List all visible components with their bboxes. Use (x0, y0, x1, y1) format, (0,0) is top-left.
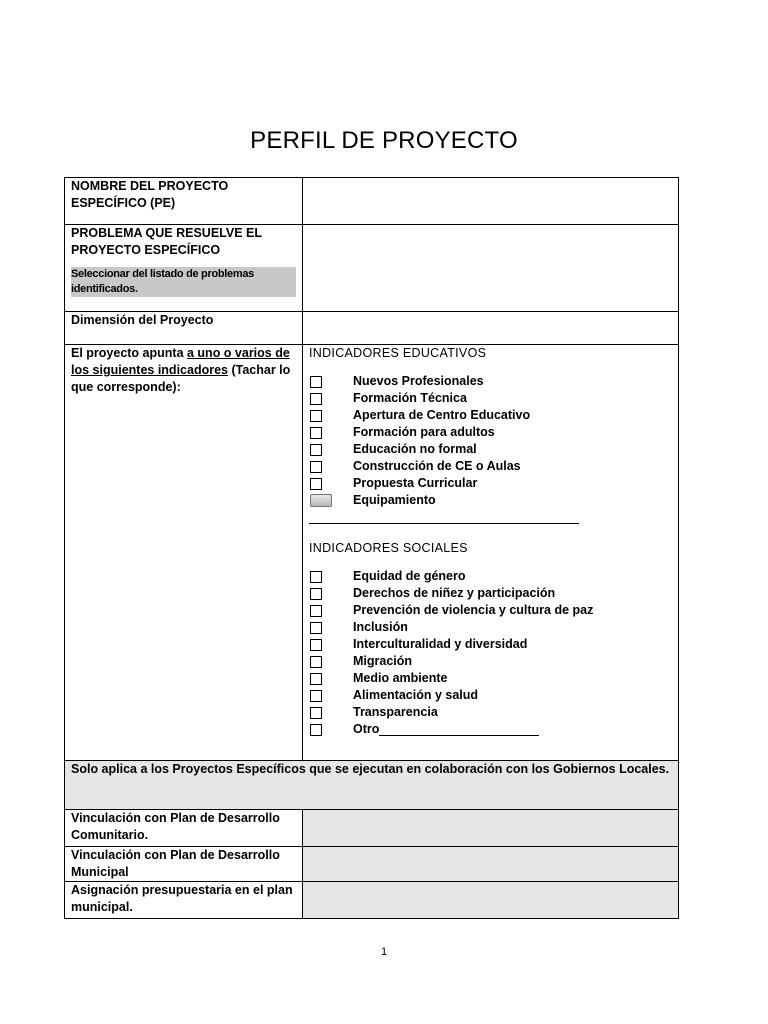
row-nombre (65, 178, 679, 225)
dimension-label: Dimensión del Proyecto (65, 312, 303, 345)
indicator-label: Medio ambiente (353, 671, 448, 685)
apunta-cell (65, 345, 303, 761)
nombre-label: NOMBRE DEL PROYECTO ESPECÍFICO (PE) (65, 178, 303, 225)
indicator-item (309, 636, 672, 653)
otro-line[interactable] (379, 724, 539, 736)
indicator-item (309, 424, 672, 441)
indicator-item (309, 670, 672, 687)
indicator-label: Migración (353, 654, 413, 668)
otro-checkbox[interactable] (310, 724, 322, 736)
vinc-comunitario-label: Vinculación con Plan de Desarrollo Comunitario. (65, 810, 303, 847)
indicator-item (309, 458, 672, 475)
indicator-item (309, 585, 672, 602)
indicator-checkbox[interactable] (310, 427, 322, 439)
indicator-label: Apertura de Centro Educativo (353, 408, 531, 422)
problema-input-cell[interactable] (303, 225, 679, 312)
vinc-comunitario-input-cell[interactable] (303, 810, 679, 847)
row-dimension (65, 312, 679, 345)
row-gobiernos (65, 761, 679, 810)
indicator-checkbox[interactable] (310, 605, 322, 617)
indicator-checkbox[interactable] (310, 622, 322, 634)
indicadores-cell (303, 345, 679, 761)
indicator-checkbox[interactable] (310, 478, 322, 490)
indicator-checkbox[interactable] (310, 393, 322, 405)
indicator-label: Equipamiento (353, 493, 436, 507)
indicator-item (309, 687, 672, 704)
indicator-checkbox[interactable] (310, 571, 322, 583)
apunta-text-2: (Tachar lo que corresponde): (71, 363, 291, 394)
indicator-checkbox[interactable] (310, 494, 332, 507)
indicator-item (309, 441, 672, 458)
nombre-input-cell[interactable] (303, 178, 679, 225)
indicator-label: Prevención de violencia y cultura de paz (353, 603, 594, 617)
row-vinc-municipal (65, 847, 679, 882)
indicator-label: Nuevos Profesionales (353, 374, 484, 388)
indicator-item (309, 492, 672, 509)
indicator-checkbox[interactable] (310, 707, 322, 719)
asignacion-input-cell[interactable] (303, 882, 679, 919)
indicator-checkbox[interactable] (310, 588, 322, 600)
indicator-label: Transparencia (353, 705, 438, 719)
indicator-label: Derechos de niñez y participación (353, 586, 556, 600)
vinc-municipal-label: Vinculación con Plan de Desarrollo Municipal (65, 847, 303, 882)
row-problema (65, 225, 679, 312)
apunta-underline: a uno o varios de los siguientes indicadores (71, 346, 290, 377)
indicator-item (309, 653, 672, 670)
row-indicadores (65, 345, 679, 761)
indicator-label: Equidad de género (353, 569, 466, 583)
sociales-heading: INDICADORES SOCIALES (309, 541, 468, 555)
indicator-item (309, 475, 672, 492)
problema-note: Seleccionar del listado de problemas identificados. (71, 267, 296, 297)
indicator-item (309, 390, 672, 407)
educativos-heading: INDICADORES EDUCATIVOS (309, 346, 487, 360)
indicator-checkbox[interactable] (310, 461, 322, 473)
asignacion-label: Asignación presupuestaria en el plan municipal. (65, 882, 303, 919)
indicator-label: Formación Técnica (353, 391, 467, 405)
indicator-item (309, 407, 672, 424)
indicator-label: Educación no formal (353, 442, 477, 456)
indicator-label: Propuesta Curricular (353, 476, 478, 490)
indicator-label: Inclusión (353, 620, 408, 634)
page-number: 1 (380, 946, 388, 958)
indicator-checkbox[interactable] (310, 410, 322, 422)
otro-label: Otro (353, 722, 380, 736)
problema-cell (65, 225, 303, 312)
apunta-text-1: El proyecto apunta (71, 346, 187, 360)
sociales-list (309, 568, 672, 721)
project-profile-table (64, 177, 679, 919)
row-vinc-comunitario (65, 810, 679, 847)
otro-item (309, 721, 672, 738)
vinc-municipal-input-cell[interactable] (303, 847, 679, 882)
row-asignacion (65, 882, 679, 919)
indicator-checkbox[interactable] (310, 444, 322, 456)
indicator-label: Formación para adultos (353, 425, 495, 439)
indicator-checkbox[interactable] (310, 673, 322, 685)
indicator-label: Interculturalidad y diversidad (353, 637, 528, 651)
problema-label: PROBLEMA QUE RESUELVE EL PROYECTO ESPECÍFICO (71, 226, 262, 257)
indicator-label: Construcción de CE o Aulas (353, 459, 521, 473)
indicator-item (309, 568, 672, 585)
gobiernos-note: Solo aplica a los Proyectos Específicos que se ejecutan en colaboración con los Gobiernos Locales. (65, 761, 679, 810)
indicator-item (309, 373, 672, 390)
dimension-input-cell[interactable] (303, 312, 679, 345)
indicator-checkbox[interactable] (310, 656, 322, 668)
educativos-list (309, 373, 672, 509)
page-title: PERFIL DE PROYECTO (250, 127, 518, 154)
indicator-item (309, 602, 672, 619)
indicator-item (309, 619, 672, 636)
indicator-checkbox[interactable] (310, 376, 322, 388)
indicator-checkbox[interactable] (310, 690, 322, 702)
indicator-item (309, 704, 672, 721)
indicator-checkbox[interactable] (310, 639, 322, 651)
section-divider (309, 518, 579, 524)
indicator-label: Alimentación y salud (353, 688, 479, 702)
